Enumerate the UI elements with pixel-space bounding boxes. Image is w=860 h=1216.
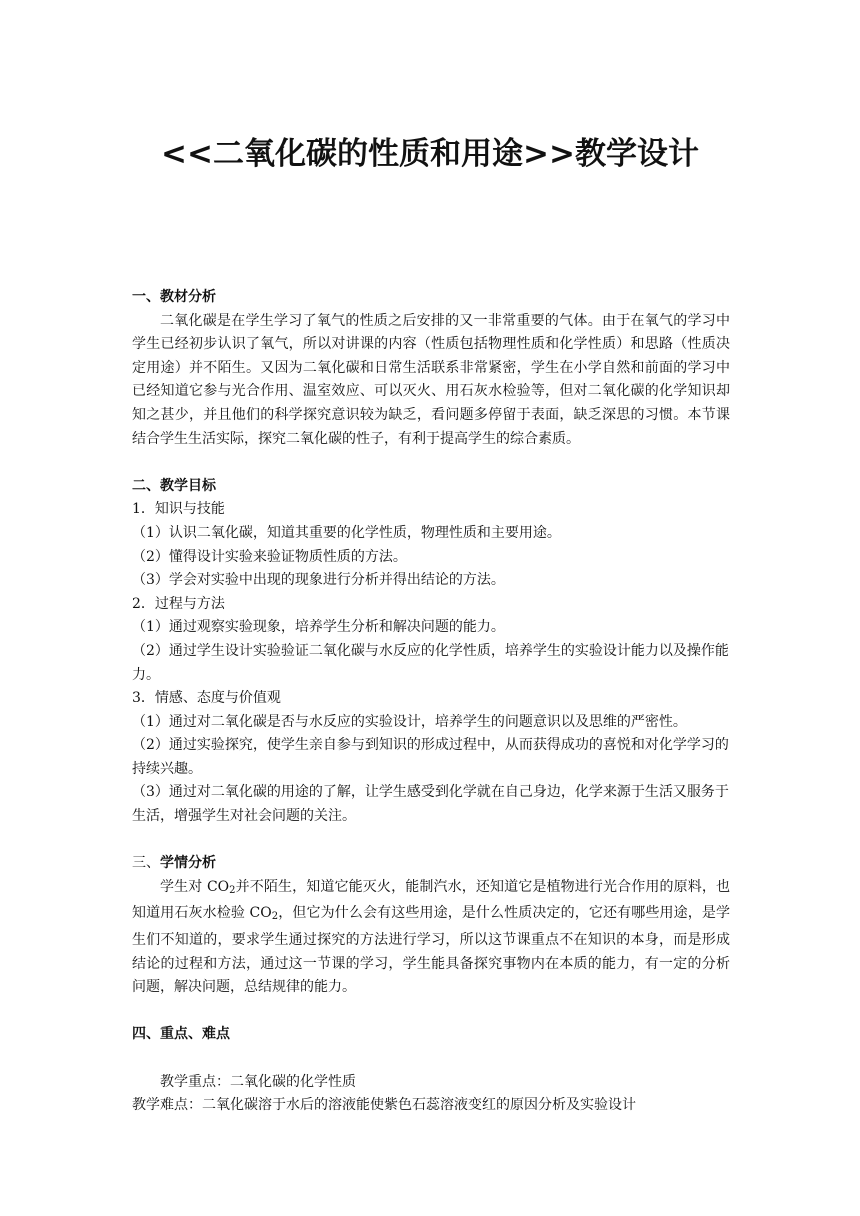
subscript: 2 — [229, 884, 236, 896]
objective-item: （1）通过观察实验现象，培养学生分析和解决问题的能力。 — [132, 619, 505, 636]
objective-group-process: 2．过程与方法 — [132, 595, 225, 612]
section-heading-textbook-analysis: 一、教材分析 — [132, 289, 216, 305]
objective-group-knowledge: 1．知识与技能 — [132, 501, 225, 518]
subscript: 2 — [271, 911, 279, 923]
document-title: <<二氧化碳的性质和用途>>教学设计 — [161, 136, 699, 172]
objective-item: （2）通过学生设计实验验证二氧化碳与水反应的化学性质，培养学生的实验设计能力以及操作能力。 — [132, 642, 729, 683]
section-heading-teaching-objectives: 二、教学目标 — [132, 477, 216, 494]
student-analysis-paragraph: 学生对 $CO_2$并不陌生，知道它能灭火，能制汽水，还知道它是植物进行光合作用的原料，也知道用石灰水检验 $CO_2$，但它为什么会有这些用途，是什么性质决定的，它还有哪些用途，是学生们不知道的，要求学生通过探究的方法进行学习，所以这节课重点不在知识的本身，而是形成结论的过程和方法，通过这一节课的学习，学生能具备探究事物内在本质的能力，有一定的分析问题，解决问题，总结规律的能力。 — [132, 878, 731, 996]
section-number: 三、 — [132, 855, 160, 872]
objective-item: （3）学会对实验中出现的现象进行分析并得出结论的方法。 — [132, 572, 505, 589]
section-heading-student-analysis — [132, 852, 730, 876]
objective-item: （2）通过实验探究，使学生亲自参与到知识的形成过程中，从而获得成功的喜悦和对化学学习的持续兴趣。 — [132, 737, 729, 777]
section-heading-text: 学情分析 — [160, 855, 216, 872]
key-point: 教学重点：二氧化碳的化学性质 — [160, 1073, 356, 1090]
objective-item: （1）通过对二氧化碳是否与水反应的实验设计，培养学生的问题意识以及思维的严密性。 — [132, 713, 687, 730]
objective-item: （3）通过对二氧化碳的用途的了解，让学生感受到化学就在自己身边，化学来源于生活又服务于生活，增强学生对社会问题的关注。 — [132, 784, 729, 825]
document-body — [132, 286, 730, 1118]
objective-group-attitude: 3．情感、态度与价值观 — [132, 690, 281, 707]
textbook-analysis-paragraph: 二氧化碳是在学生学习了氧气的性质之后安排的又一非常重要的气体。由于在氧气的学习中学生已经初步认识了氧气，所以对讲课的内容（性质包括物理性质和化学性质）和思路（性质决定用途）并不陌生。又因为二氧化碳和日常生活联系非常紧密，学生在小学自然和前面的学习中已经知道它参与光合作用、温室效应、可以灭火、用石灰水检验等，但对二氧化碳的化学知识却知之甚少，并且他们的科学探究意识较为缺乏，看问题多停留于表面，缺乏深思的习惯。本节课结合学生生活实际，探究二氧化碳的性子，有利于提高学生的综合素质。 — [132, 312, 730, 447]
objective-item: （1）认识二氧化碳，知道其重要的化学性质，物理性质和主要用途。 — [132, 524, 561, 541]
difficult-point: 教学难点：二氧化碳溶于水后的溶液能使紫色石蕊溶液变红的原因分析及实验设计 — [132, 1097, 636, 1114]
section-heading-key-points: 四、重点、难点 — [132, 1026, 230, 1043]
objective-item: （2）懂得设计实验来验证物质性质的方法。 — [132, 548, 407, 565]
